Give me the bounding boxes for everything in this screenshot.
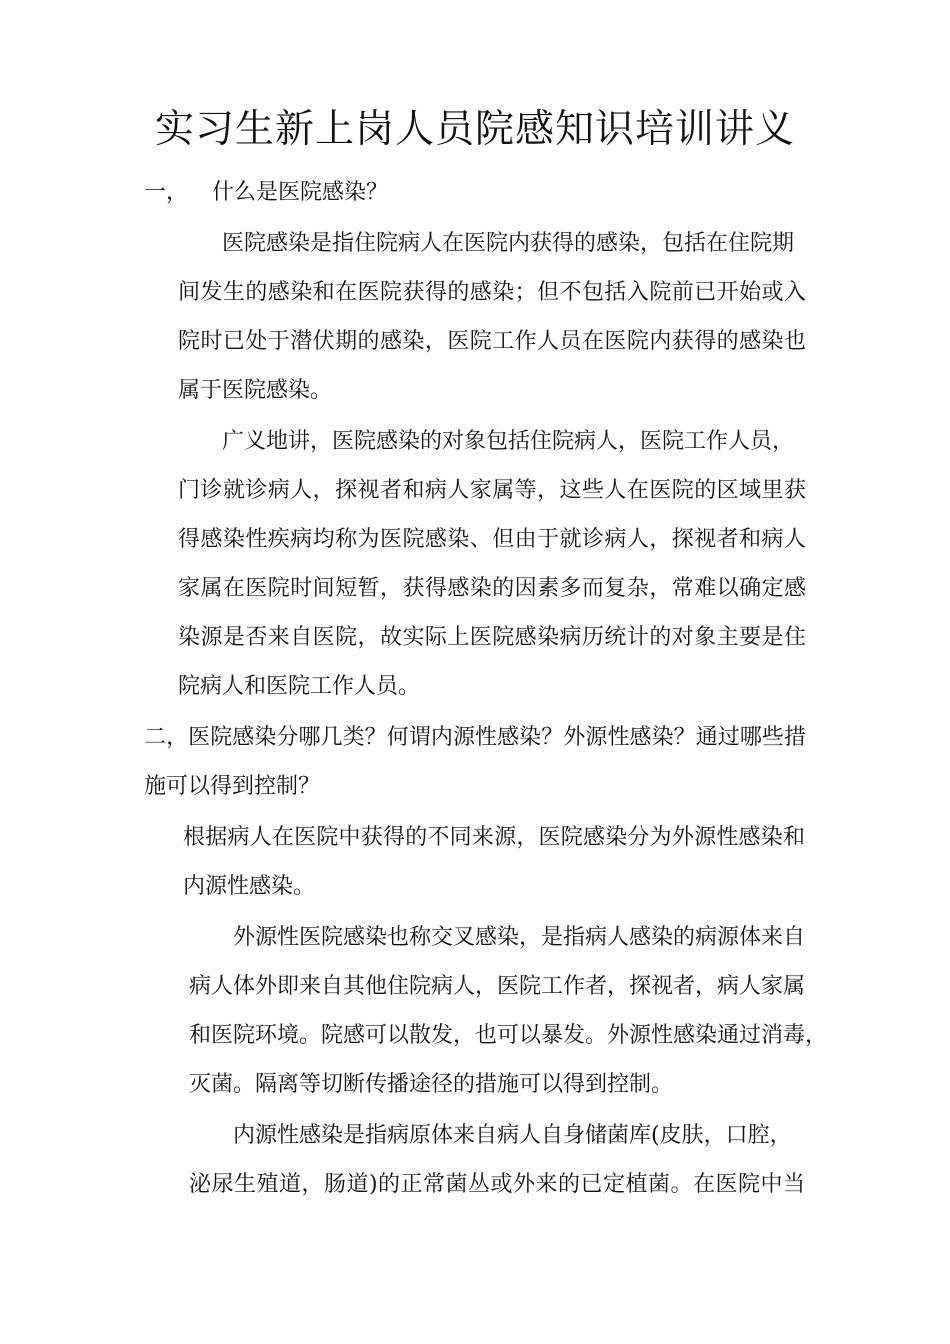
s2-p2-line-2: 病人体外即来自其他住院病人，医院工作者，探视者，病人家属 <box>189 974 806 999</box>
s2-p1-line-1: 根据病人在医院中获得的不同来源，医院感染分为外源性感染和 <box>183 825 805 850</box>
s1-p2-line-2: 门诊就诊病人，探视者和病人家属等，这些人在医院的区域里获 <box>178 478 806 503</box>
section1-number: 一， <box>144 180 189 205</box>
s1-p2-line-6: 院病人和医院工作人员。 <box>178 674 421 699</box>
s2-p2-line-3: 和医院环境。院感可以散发，也可以暴发。外源性感染通过消毒， <box>189 1023 828 1048</box>
s2-p2-line-4: 灭菌。隔离等切断传播途径的措施可以得到控制。 <box>189 1072 674 1097</box>
section2-heading-line-1: 二，医院感染分哪几类？何谓内源性感染？外源性感染？通过哪些措 <box>144 725 806 750</box>
s1-p1-line-2: 间发生的感染和在医院获得的感染；但不包括入院前已开始或入 <box>178 280 806 305</box>
section2-heading-line-2: 施可以得到控制？ <box>144 774 321 799</box>
s1-p2-line-3: 得感染性疾病均称为医院感染、但由于就诊病人，探视者和病人 <box>178 527 806 552</box>
document-title: 实习生新上岗人员院感知识培训讲义 <box>154 107 795 152</box>
s1-p2-line-1: 广义地讲，医院感染的对象包括住院病人，医院工作人员， <box>222 429 795 454</box>
s2-p3-line-1: 内源性感染是指病原体来自病人自身储菌库(皮肤，口腔， <box>233 1123 792 1148</box>
s1-p1-line-1: 医院感染是指住院病人在医院内获得的感染，包括在住院期 <box>222 231 795 256</box>
s2-p2-line-1: 外源性医院感染也称交叉感染，是指病人感染的病源体来自 <box>233 925 806 950</box>
s1-p1-line-3: 院时已处于潜伏期的感染，医院工作人员在医院内获得的感染也 <box>178 329 806 354</box>
s1-p1-line-4: 属于医院感染。 <box>178 378 333 403</box>
s1-p2-line-4: 家属在医院时间短暂，获得感染的因素多而复杂，常难以确定感 <box>178 576 806 601</box>
s2-p3-line-2: 泌尿生殖道，肠道)的正常菌丛或外来的已定植菌。在医院中当 <box>189 1172 805 1197</box>
s1-p2-line-5: 染源是否来自医院，故实际上医院感染病历统计的对象主要是住 <box>178 625 806 650</box>
section1-heading: 什么是医院感染？ <box>212 180 389 205</box>
s2-p1-line-2: 内源性感染。 <box>183 874 316 899</box>
